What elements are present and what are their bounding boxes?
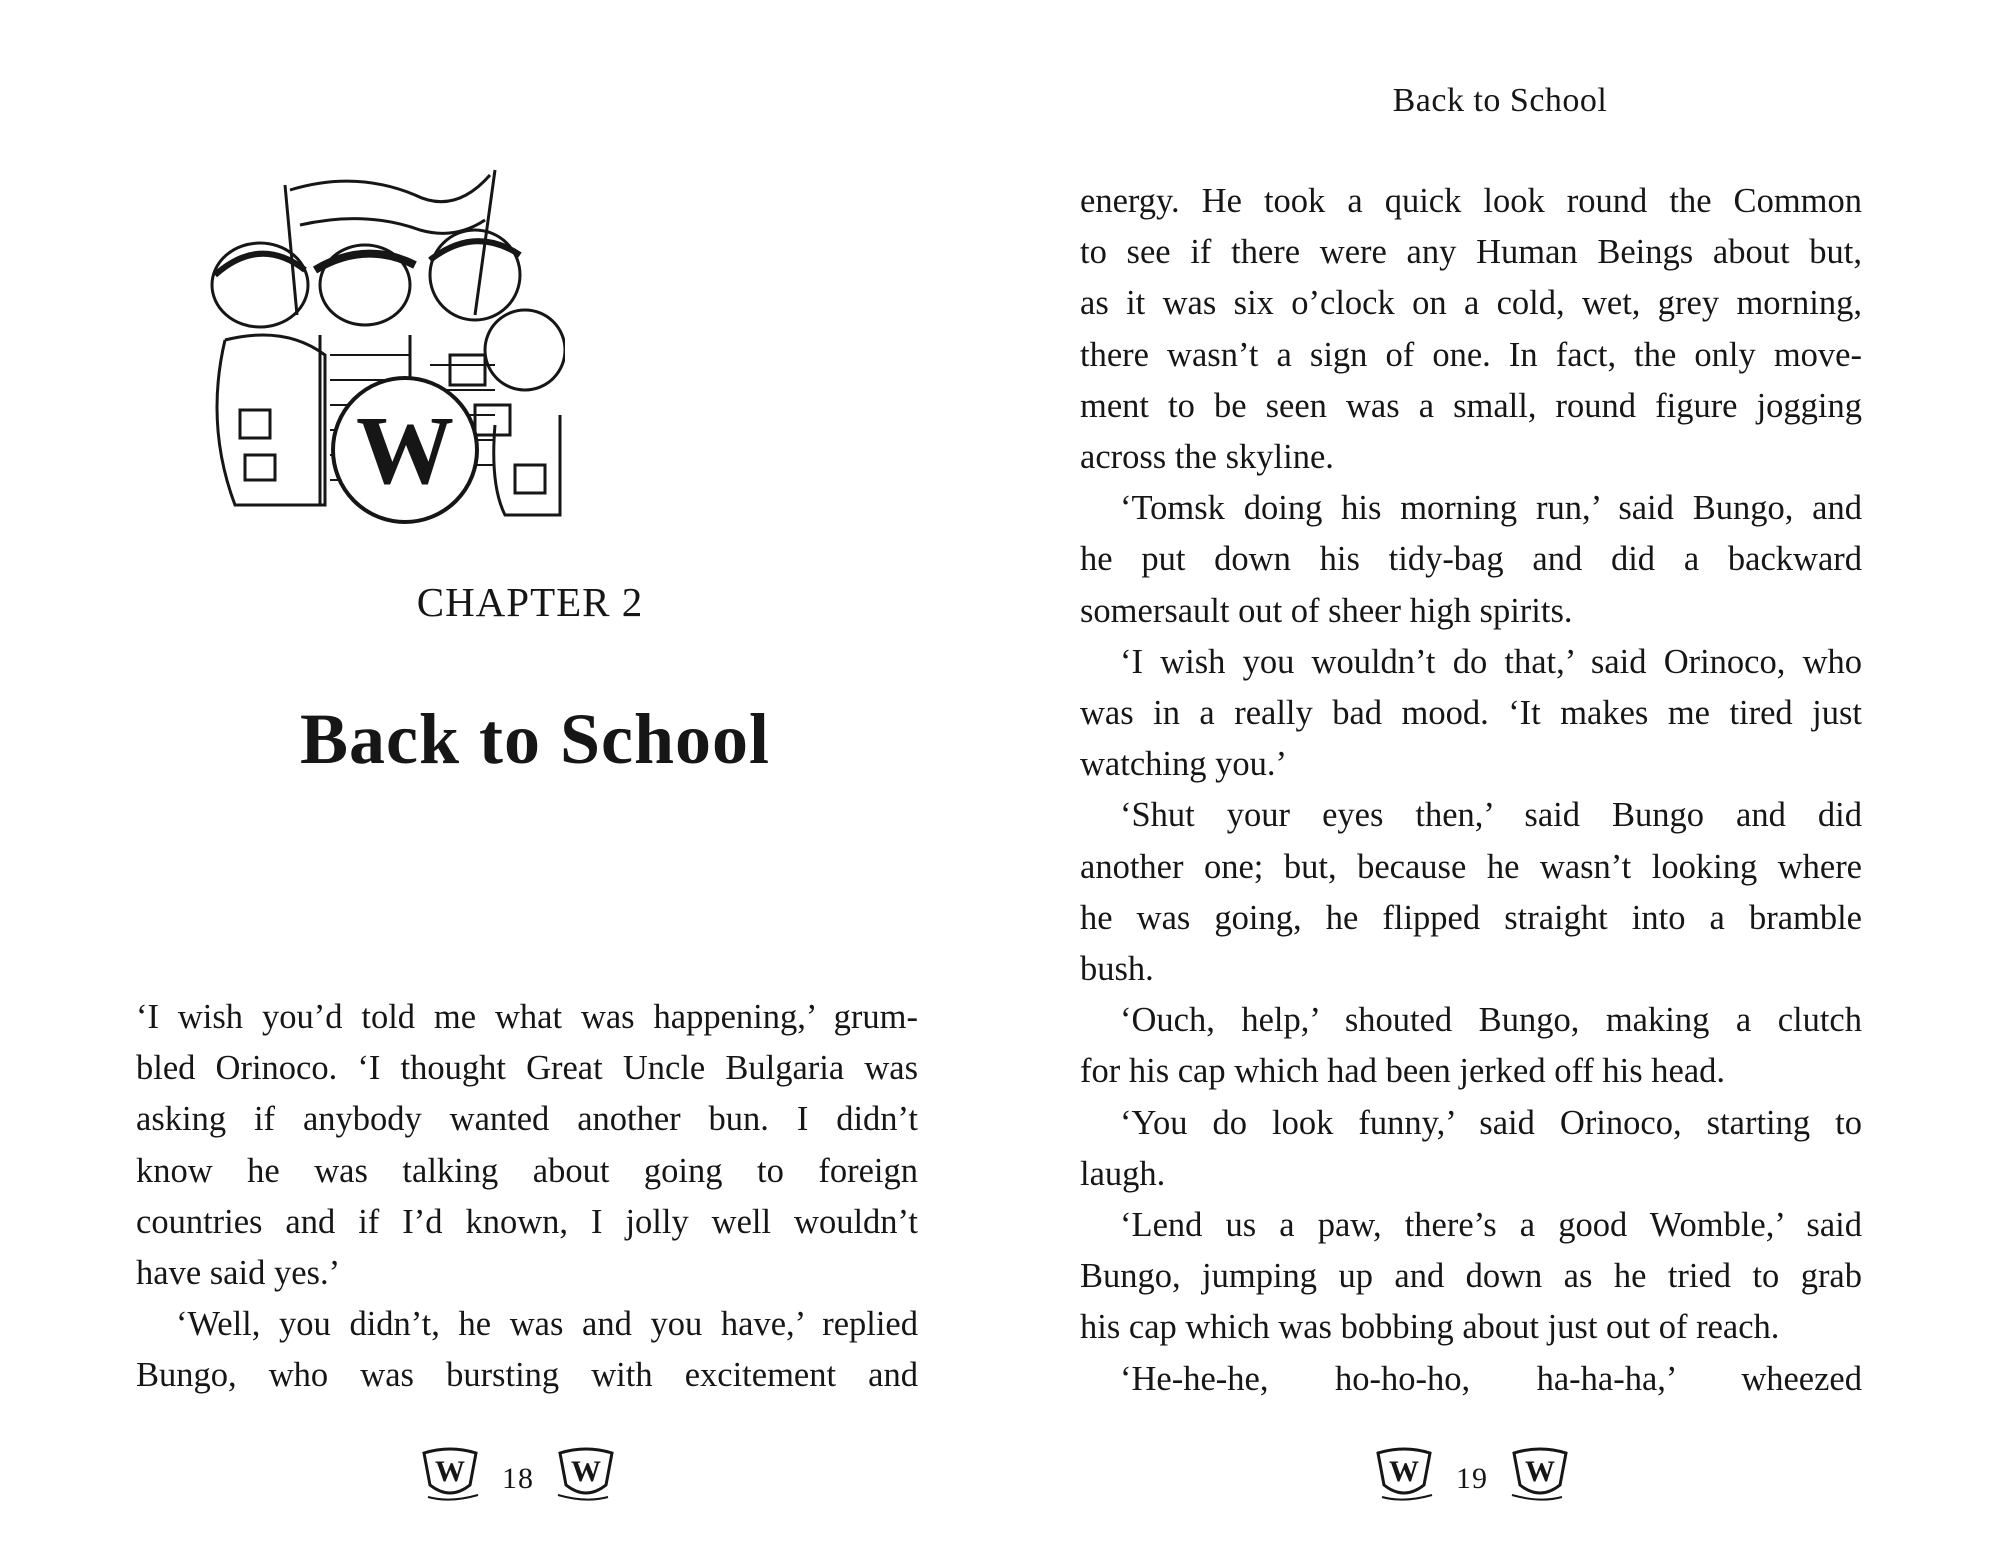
page-number: 18 [502,1462,534,1495]
chapter-label: CHAPTER 2 [416,579,644,625]
wombles-group-illustration [205,165,565,550]
paragraph: energy. He took a quick look round the Common [1080,182,1862,220]
svg-text:W: W [1525,1455,1555,1488]
paragraph: ‘You do look funny,’ said Orinoco, starting to [1120,1103,1862,1142]
drum-w-letter: W [356,397,454,505]
paragraph: ‘He-he-he, ho-ho-ho, ha-ha-ha,’ wheezed [1120,1359,1862,1398]
paragraph: his cap which was bobbing about just out of reach. [1080,1308,1780,1347]
paragraph: bush. [1080,950,1154,989]
paragraph: ‘Well, you didn’t, he was and you have,’ replied [176,1305,918,1344]
paragraph: know he was talking about going to foreign [136,1151,918,1190]
paragraph: watching you.’ [1080,745,1287,784]
paragraph: he put down his tidy-bag and did a backward [1080,540,1862,579]
womble-w-shield-icon [1372,1445,1436,1505]
paragraph: laugh. [1080,1154,1166,1193]
running-head: Back to School [1392,82,1608,119]
paragraph: ‘I wish you wouldn’t do that,’ said Orinoco, who [1120,642,1862,681]
paragraph: he was going, he flipped straight into a bramble [1080,898,1862,937]
paragraph: ‘Tomsk doing his morning run,’ said Bungo, and [1120,489,1862,528]
right-page [1000,0,2000,1563]
chapter-title: Back to School [299,699,771,779]
paragraph: Bungo, jumping up and down as he tried to grab [1080,1257,1862,1296]
page-number-footer [418,1445,618,1505]
paragraph: ‘Shut your eyes then,’ said Bungo and did [1120,796,1862,835]
womble-w-shield-icon [1508,1445,1572,1505]
paragraph: countries and if I’d known, I jolly well wouldn’t [136,1202,918,1241]
paragraph: there wasn’t a sign of one. In fact, the only move- [1080,335,1862,374]
paragraph: another one; but, because he wasn’t looking where [1080,847,1862,886]
paragraph: across the skyline. [1080,438,1334,477]
paragraph: ‘Ouch, help,’ shouted Bungo, making a clutch [1120,1001,1862,1040]
paragraph: ‘Lend us a paw, there’s a good Womble,’ said [1120,1206,1862,1245]
paragraph: have said yes.’ [136,1254,341,1293]
paragraph: to see if there were any Human Beings about but, [1080,233,1862,272]
page-number: 19 [1456,1462,1488,1495]
paragraph: bled Orinoco. ‘I thought Great Uncle Bulgaria was [136,1049,918,1088]
page-number-footer [1372,1445,1572,1505]
svg-text:W: W [1389,1455,1419,1488]
paragraph: as it was six o’clock on a cold, wet, grey morning, [1080,284,1862,323]
right-body-text [1080,176,1862,1405]
paragraph: Bungo, who was bursting with excitement and [136,1356,918,1395]
paragraph: ment to be seen was a small, round figure jogging [1080,386,1862,425]
svg-text:W: W [571,1455,601,1488]
womble-w-shield-icon [554,1445,618,1505]
left-body-text [136,992,918,1402]
svg-text:W: W [435,1455,465,1488]
paragraph: for his cap which had been jerked off his head. [1080,1052,1726,1091]
paragraph: asking if anybody wanted another bun. I didn’t [136,1100,918,1139]
womble-w-shield-icon [418,1445,482,1505]
paragraph: ‘I wish you’d told me what was happening,’ grum- [136,998,918,1036]
paragraph: was in a really bad mood. ‘It makes me tired just [1080,694,1862,733]
paragraph: somersault out of sheer high spirits. [1080,591,1573,630]
